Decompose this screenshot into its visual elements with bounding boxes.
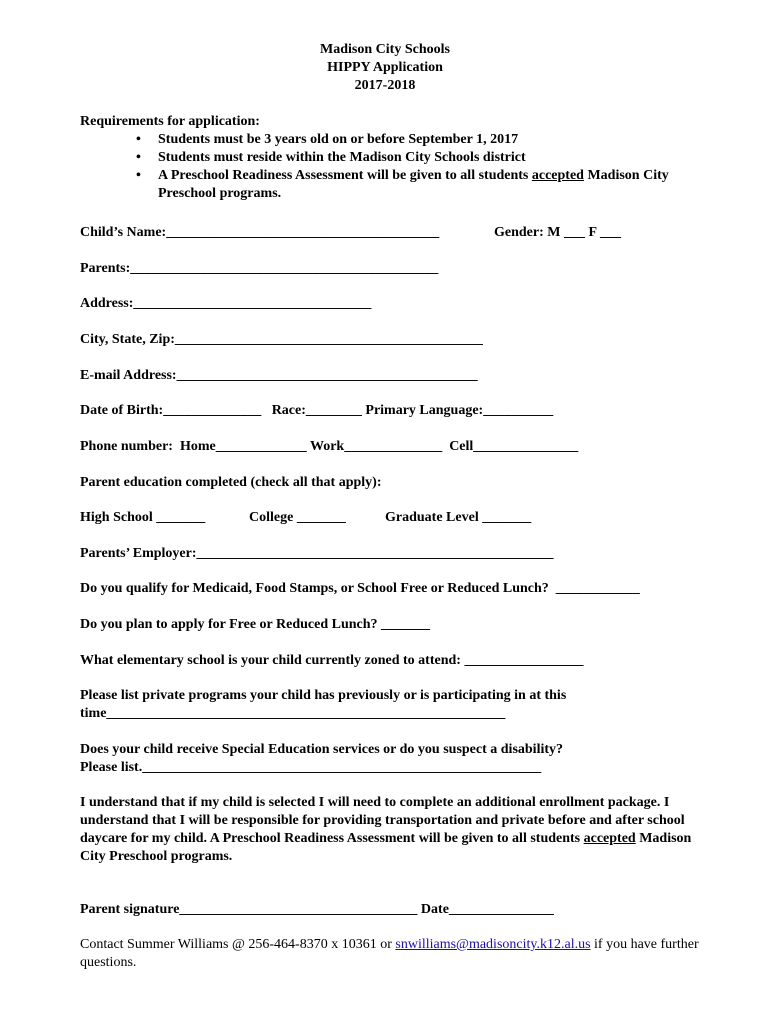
gender-field[interactable]: Gender: M ___ F ___ bbox=[494, 225, 622, 240]
bullet-icon: • bbox=[136, 132, 141, 147]
requirement-assessment-text-end: Madison City Preschool programs. bbox=[158, 168, 669, 201]
bullet-icon: • bbox=[136, 168, 141, 183]
email-field[interactable]: E-mail Address:___________________________________________ bbox=[80, 368, 478, 383]
understanding-statement bbox=[80, 794, 710, 866]
child-name-field[interactable]: Child’s Name:_______________________________________ bbox=[80, 225, 440, 240]
requirement-residence: Students must reside within the Madison City Schools district bbox=[158, 150, 526, 165]
phone-number-field[interactable]: Phone number: Home_____________ Work______________ Cell_______________ bbox=[80, 439, 579, 454]
private-programs-question: Please list private programs your child has previously or is participating in at this bbox=[80, 688, 567, 703]
requirements-title: Requirements for application: bbox=[80, 114, 260, 129]
header-school-name: Madison City Schools bbox=[320, 42, 450, 57]
requirements-list bbox=[80, 131, 705, 203]
contact-email-link[interactable]: snwilliams@madisoncity.k12.al.us bbox=[395, 937, 591, 952]
parent-education-label: Parent education completed (check all that apply): bbox=[80, 475, 382, 490]
address-field[interactable]: Address:__________________________________ bbox=[80, 296, 372, 311]
header-school-year: 2017-2018 bbox=[354, 78, 416, 93]
header-application-title: HIPPY Application bbox=[327, 60, 443, 75]
special-education-field[interactable]: Please list._________________________________________________________ bbox=[80, 760, 542, 775]
requirement-age: Students must be 3 years old on or before September 1, 2017 bbox=[158, 132, 519, 147]
city-state-zip-field[interactable]: City, State, Zip:____________________________________________ bbox=[80, 332, 483, 347]
college-checkbox[interactable]: College _______ bbox=[249, 510, 346, 525]
special-education-question: Does your child receive Special Education services or do you suspect a disability? bbox=[80, 742, 564, 757]
private-programs-field[interactable]: time_________________________________________________________ bbox=[80, 706, 506, 721]
parent-signature-field[interactable]: Parent signature__________________________________ Date_______________ bbox=[80, 902, 554, 917]
employer-field[interactable]: Parents’ Employer:___________________________________________________ bbox=[80, 546, 554, 561]
contact-info bbox=[80, 936, 700, 972]
understanding-accepted: accepted bbox=[583, 831, 636, 846]
understanding-text-end: Madison City Preschool programs. bbox=[80, 831, 692, 864]
understanding-text: I understand that if my child is selected I will need to complete an additional enrollment package. I understand that I will be responsible for providing transportation and private before and after school daycare for my child. A Preschool Readiness Assessment will be given to all students bbox=[80, 795, 685, 846]
document-header bbox=[0, 41, 770, 95]
bullet-icon: • bbox=[136, 150, 141, 165]
parents-field[interactable]: Parents:____________________________________________ bbox=[80, 261, 439, 276]
contact-text: Contact Summer Williams @ 256-464-8370 x 10361 or bbox=[80, 937, 396, 952]
high-school-checkbox[interactable]: High School _______ bbox=[80, 510, 206, 525]
dob-race-language-field[interactable]: Date of Birth:______________ Race:________ Primary Language:__________ bbox=[80, 403, 554, 418]
zoned-school-field[interactable]: What elementary school is your child currently zoned to attend: _________________ bbox=[80, 653, 584, 668]
requirement-assessment bbox=[158, 167, 705, 203]
requirement-assessment-text: A Preschool Readiness Assessment will be given to all students bbox=[158, 168, 532, 183]
requirement-assessment-accepted: accepted bbox=[531, 168, 584, 183]
requirement-item bbox=[80, 167, 705, 203]
requirement-item bbox=[80, 149, 705, 167]
medicaid-question-field[interactable]: Do you qualify for Medicaid, Food Stamps, or School Free or Reduced Lunch? ____________ bbox=[80, 581, 640, 596]
requirement-item bbox=[80, 131, 705, 149]
contact-text-end: if you have further questions. bbox=[80, 937, 699, 970]
graduate-level-checkbox[interactable]: Graduate Level _______ bbox=[385, 510, 532, 525]
free-lunch-question-field[interactable]: Do you plan to apply for Free or Reduced Lunch? _______ bbox=[80, 617, 431, 632]
